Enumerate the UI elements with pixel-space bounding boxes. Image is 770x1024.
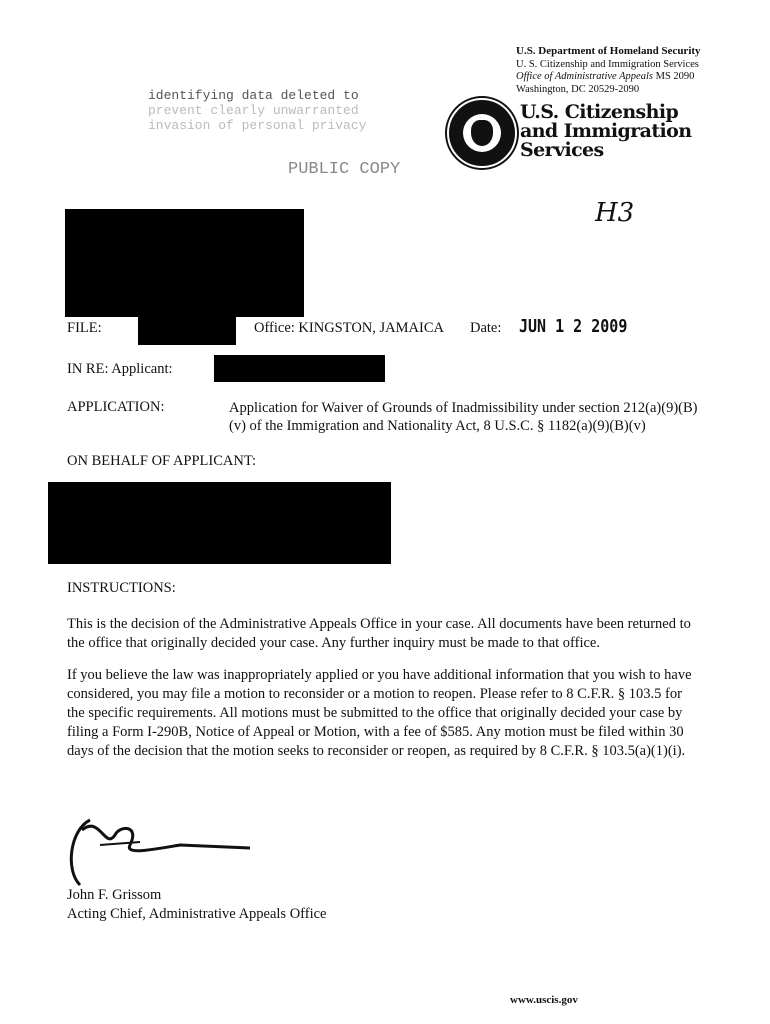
- signature-image: [60, 810, 260, 890]
- date-stamp: JUN 1 2 2009: [519, 315, 628, 337]
- application-value: Application for Waiver of Grounds of Inadmissibility under section 212(a)(9)(B)(v) of the Immigration and Nationality Act, 8 U.S.C. § 1182(a)(9)(B)(v): [229, 400, 698, 434]
- address: Washington, DC 20529-2090: [516, 83, 640, 95]
- file-label: FILE:: [67, 320, 102, 336]
- agency-logo-text: [520, 103, 691, 160]
- stamp-line-1: identifying data deleted to: [148, 88, 359, 103]
- behalf-label: ON BEHALF OF APPLICANT:: [67, 453, 257, 469]
- office-name: Office of Administrative Appeals: [516, 71, 653, 82]
- signer-title: Acting Chief, Administrative Appeals Office: [67, 906, 327, 922]
- redaction-representative: [48, 482, 391, 564]
- dhs-seal-icon: [447, 98, 517, 168]
- office-label: Office: KINGSTON, JAMAICA: [254, 320, 444, 336]
- agency-line: U. S. Citizenship and Immigration Services: [516, 58, 699, 70]
- redaction-applicant: [214, 355, 385, 382]
- department-name: U.S. Department of Homeland Security: [516, 45, 701, 57]
- instructions-paragraph-2: If you believe the law was inappropriately applied or you have additional information that you wish to have considered, you may file a motion to reconsider or a motion to reopen. Please refer to 8 C.F.R. § 103.5 for the specific requirements. All motions must be submitted to the office that originally decided your case by filing a Form I-290B, Notice of Appeal or Motion, with a fee of $585. Any motion must be filed within 30 days of the decision that the motion seeks to reconsider or reopen, as required by 8 C.F.R. § 103.5(a)(1)(i).: [67, 667, 692, 759]
- handwritten-mark: H3: [595, 198, 635, 228]
- public-copy-stamp: PUBLIC COPY: [288, 160, 401, 179]
- signer-name: John F. Grissom: [67, 887, 162, 903]
- agency-line-1: U.S. Citizenship: [520, 101, 679, 123]
- redaction-block: [65, 209, 304, 317]
- stamp-line-2: prevent clearly unwarranted: [148, 103, 359, 118]
- instructions-heading: INSTRUCTIONS:: [67, 580, 176, 596]
- stamp-line-3: invasion of personal privacy: [148, 118, 367, 133]
- agency-line-2: and Immigration: [520, 120, 692, 142]
- footer-url: www.uscis.gov: [510, 994, 578, 1006]
- instructions-paragraph-1: This is the decision of the Administrative Appeals Office in your case. All documents have been returned to the office that originally decided your case. Any further inquiry must be made to that office.: [67, 616, 691, 651]
- letterhead-address: [516, 45, 701, 96]
- inre-label: IN RE: Applicant:: [67, 361, 173, 377]
- privacy-stamp: [148, 88, 366, 133]
- agency-line-3: Services: [520, 139, 604, 161]
- date-label: Date:: [470, 320, 502, 336]
- mail-stop: MS 2090: [655, 71, 695, 82]
- redaction-file: [138, 313, 236, 345]
- application-label: APPLICATION:: [67, 399, 165, 415]
